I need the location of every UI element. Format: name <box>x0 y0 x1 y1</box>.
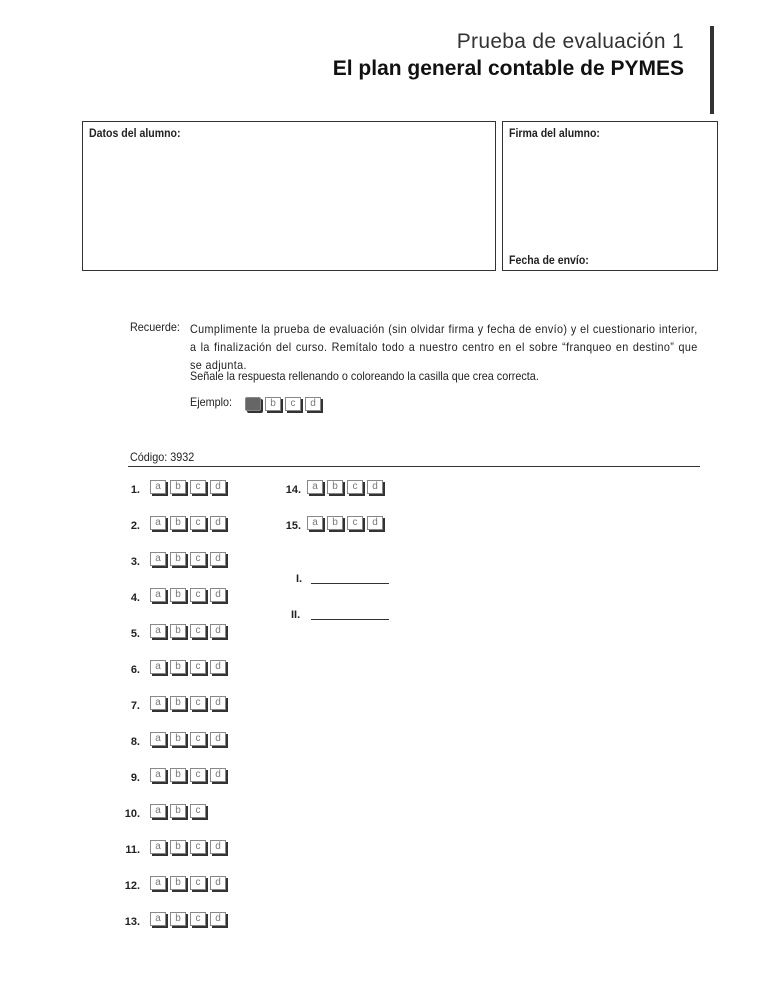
question-number: 3. <box>130 556 140 568</box>
answer-checkbox[interactable]: c <box>190 804 206 818</box>
question-options <box>150 516 226 530</box>
answer-checkbox[interactable]: b <box>170 480 186 494</box>
code-label: Código: 3932 <box>130 450 195 464</box>
question-options <box>150 912 226 926</box>
answer-checkbox[interactable]: d <box>210 516 226 530</box>
answer-checkbox[interactable]: b <box>170 768 186 782</box>
answer-checkbox[interactable]: a <box>150 660 166 674</box>
example-option: b <box>265 397 281 411</box>
question-options <box>150 732 226 746</box>
question-options <box>150 624 226 638</box>
answer-checkbox[interactable]: c <box>190 588 206 602</box>
answer-checkbox[interactable]: c <box>190 840 206 854</box>
answer-checkbox[interactable]: b <box>170 660 186 674</box>
question-options <box>150 804 206 818</box>
example-option-filled <box>245 397 261 411</box>
answer-checkbox[interactable]: c <box>190 624 206 638</box>
answer-checkbox[interactable]: c <box>190 768 206 782</box>
answer-checkbox[interactable]: d <box>210 732 226 746</box>
answer-checkbox[interactable]: b <box>170 588 186 602</box>
answer-checkbox[interactable]: b <box>170 732 186 746</box>
question-number: 15. <box>285 520 301 532</box>
answer-checkbox[interactable]: b <box>170 840 186 854</box>
answer-checkbox[interactable]: d <box>210 876 226 890</box>
student-data-label: Datos del alumno: <box>89 126 181 140</box>
answer-checkbox[interactable]: c <box>190 912 206 926</box>
open-answer-line[interactable] <box>311 583 389 584</box>
answer-checkbox[interactable]: c <box>190 732 206 746</box>
question-options <box>150 840 226 854</box>
signature-label: Firma del alumno: <box>509 126 600 140</box>
question-number: 6. <box>130 664 140 676</box>
open-answer-line[interactable] <box>311 619 389 620</box>
answer-checkbox[interactable]: b <box>327 480 343 494</box>
answer-checkbox[interactable]: b <box>170 804 186 818</box>
page-subtitle: Prueba de evaluación 1 <box>456 30 684 53</box>
example-label: Ejemplo: <box>190 395 233 409</box>
answer-checkbox[interactable]: a <box>150 840 166 854</box>
question-options <box>150 480 226 494</box>
answer-checkbox[interactable]: d <box>210 588 226 602</box>
student-data-box[interactable] <box>82 121 496 271</box>
answer-checkbox[interactable]: b <box>327 516 343 530</box>
question-number: 8. <box>130 736 140 748</box>
answer-checkbox[interactable]: b <box>170 624 186 638</box>
example-option: d <box>305 397 321 411</box>
question-number: 4. <box>130 592 140 604</box>
answer-checkbox[interactable]: c <box>190 876 206 890</box>
question-options <box>150 552 226 566</box>
question-number: 2. <box>130 520 140 532</box>
answer-checkbox[interactable]: c <box>190 516 206 530</box>
answer-checkbox[interactable]: c <box>347 516 363 530</box>
answer-checkbox[interactable]: d <box>210 552 226 566</box>
instructions-paragraph: Cumplimente la prueba de evaluación (sin olvidar firma y fecha de envío) y el cuestionario interior, a la finalización del curso. Remítalo todo a nuestro centro en el sobre “franqueo en destino” que se adjunta. <box>190 322 698 372</box>
answer-checkbox[interactable]: a <box>150 588 166 602</box>
answer-checkbox[interactable]: d <box>210 696 226 710</box>
answer-checkbox[interactable]: c <box>190 660 206 674</box>
answer-checkbox[interactable]: b <box>170 516 186 530</box>
question-number: 5. <box>130 628 140 640</box>
answer-checkbox[interactable]: a <box>150 516 166 530</box>
answer-checkbox[interactable]: a <box>150 912 166 926</box>
question-number: 11. <box>125 844 140 856</box>
answer-checkbox[interactable]: a <box>150 768 166 782</box>
code-divider <box>128 466 700 467</box>
answer-checkbox[interactable]: a <box>150 624 166 638</box>
answer-checkbox[interactable]: d <box>210 768 226 782</box>
question-number: 14. <box>285 484 301 496</box>
question-number: 7. <box>130 700 140 712</box>
answer-checkbox[interactable]: a <box>150 696 166 710</box>
answer-checkbox[interactable]: c <box>190 696 206 710</box>
answer-checkbox[interactable]: a <box>150 804 166 818</box>
answer-checkbox[interactable]: d <box>210 840 226 854</box>
example-options <box>245 397 321 411</box>
question-options <box>150 660 226 674</box>
answer-checkbox[interactable]: d <box>210 480 226 494</box>
send-date-label: Fecha de envío: <box>509 253 589 267</box>
answer-checkbox[interactable]: d <box>210 660 226 674</box>
answer-checkbox[interactable]: b <box>170 912 186 926</box>
question-options <box>150 768 226 782</box>
question-number: 12. <box>124 880 140 892</box>
open-answer-label: II. <box>291 609 301 621</box>
answer-checkbox[interactable]: c <box>347 480 363 494</box>
answer-checkbox[interactable]: a <box>307 480 323 494</box>
page-title: El plan general contable de PYMES <box>332 57 684 80</box>
question-number: 13. <box>124 916 140 928</box>
instructions-mark-hint: Señale la respuesta rellenando o coloreando la casilla que crea correcta. <box>190 369 539 383</box>
open-answer-label: I. <box>296 573 303 585</box>
answer-checkbox[interactable]: c <box>190 480 206 494</box>
question-options <box>150 588 226 602</box>
answer-checkbox[interactable]: a <box>150 732 166 746</box>
answer-checkbox[interactable]: b <box>170 696 186 710</box>
answer-checkbox[interactable]: d <box>210 912 226 926</box>
answer-checkbox[interactable]: a <box>150 480 166 494</box>
answer-checkbox[interactable]: b <box>170 552 186 566</box>
header-vertical-rule <box>710 26 714 114</box>
answer-checkbox[interactable]: a <box>150 552 166 566</box>
question-options <box>150 696 226 710</box>
answer-checkbox[interactable]: b <box>170 876 186 890</box>
answer-checkbox[interactable]: a <box>307 516 323 530</box>
remember-label: Recuerde: <box>130 320 180 334</box>
question-options <box>150 876 226 890</box>
signature-box[interactable] <box>502 121 718 271</box>
answer-checkbox[interactable]: a <box>150 876 166 890</box>
answer-checkbox[interactable]: d <box>367 516 383 530</box>
example-option: c <box>285 397 301 411</box>
question-number: 1. <box>130 484 140 496</box>
question-options <box>307 516 383 530</box>
question-options <box>307 480 383 494</box>
question-number: 10. <box>124 808 140 820</box>
answer-checkbox[interactable]: d <box>367 480 383 494</box>
answer-checkbox[interactable]: d <box>210 624 226 638</box>
answer-checkbox[interactable]: c <box>190 552 206 566</box>
question-number: 9. <box>130 772 140 784</box>
